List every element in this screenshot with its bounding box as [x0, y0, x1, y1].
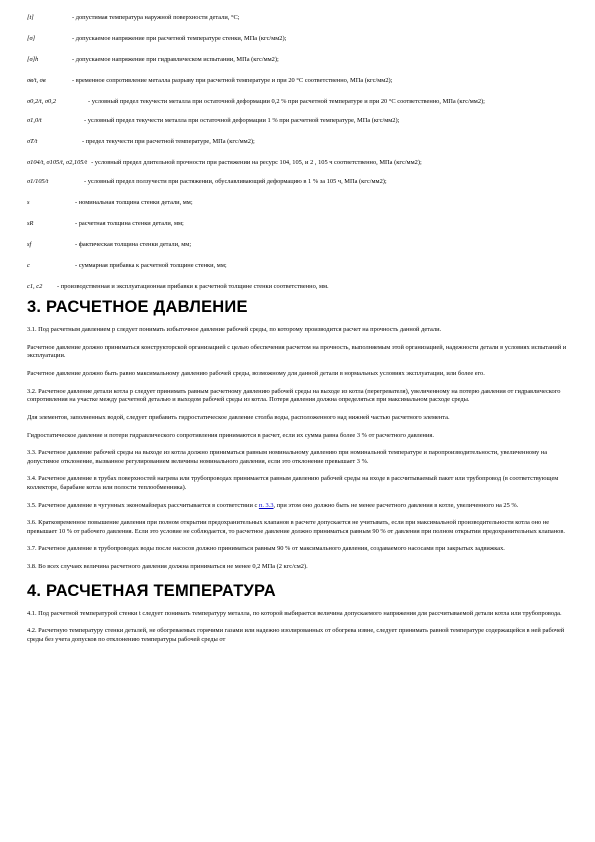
- definition-symbol: [σ]: [27, 35, 36, 42]
- definition-text: - номинальная толщина стенки детали, мм;: [75, 199, 193, 206]
- definition-text: - условный предел текучести металла при остаточной деформации 0,2 % при расчетной температуре и при 20 °С соответственно, МПа (кгс/мм2);: [88, 98, 485, 105]
- definition-text: - допускаемое напряжение при гидравлическом испытании, МПа (кгс/мм2);: [72, 56, 279, 63]
- definition-item: [27, 14, 572, 22]
- definition-item: [27, 56, 572, 64]
- definition-symbol: sR: [27, 220, 34, 227]
- definition-text: - предел текучести при расчетной температуре, МПа (кгс/мм2);: [82, 138, 255, 145]
- paragraph: Для элементов, заполненных водой, следует прибавить гидростатическое давление столба воды, расположенного над нижней частью расчетного элемента.: [27, 413, 450, 421]
- definition-text: - допускаемое напряжение при расчетной температуре стенки, МПа (кгс/мм2);: [72, 35, 287, 42]
- paragraph: 3.2. Расчетное давление детали котла p следует принимать равным расчетному давлению рабочей среды на выходе из котла (перегревателя), увеличенному на потерю давления от гидравлического сопротивления на участке между расчетной деталью и выходом рабочей среды из котла. Потеря давления должна определяться при максимальном расходе среды.: [27, 387, 561, 403]
- paragraph: 3.6. Кратковременное повышение давления при полном открытии предохранительных клапанов в расчете допускается не учитывать, если при максимальной производительности котла оно не превышает 10 % от рабочего давления. Если это условие не соблюдается, то расчетное давление должно приниматься равным 90 % от давления при полном открытии предохранительных клапанов.: [27, 519, 565, 535]
- definition-text: - производственная и эксплуатационная прибавки к расчетной толщине стенки соответственно, мм.: [57, 283, 329, 290]
- definition-item: [27, 199, 572, 207]
- section-4-body: [27, 610, 572, 644]
- definition-item: [27, 98, 572, 106]
- definition-item: [27, 262, 572, 270]
- definition-symbol: sf: [27, 241, 32, 248]
- definition-symbol: σT/t: [27, 138, 38, 145]
- paragraph: 3.3. Расчетное давление рабочей среды на выходе из котла должно приниматься равным номинальному давлению при номинальной температуре и паропроизводительности, увеличенному на допустимое отклонение, вызванное регулированием величины номинального давления, если это отклонение превышает 3 %.: [27, 449, 548, 465]
- clause-link[interactable]: п. 3.3: [258, 501, 274, 509]
- definition-text: - расчетная толщина стенки детали, мм;: [75, 220, 184, 227]
- definition-text: - временное сопротивление металла разрыву при расчетной температуре и при 20 °С соответственно, МПа (кгс/мм2);: [72, 77, 393, 84]
- definition-item: [27, 77, 572, 85]
- definition-symbol: c: [27, 262, 30, 269]
- paragraph: 4.2. Расчетную температуру стенки деталей, не обогреваемых горячими газами или надежно изолированных от обогрева извне, следует принимать равной температуре содержащейся в ней рабочей среды без учета допусков по отклонению температуры рабочей среды от: [27, 627, 565, 643]
- definition-symbol: σ0,2/t, σ0,2: [27, 98, 57, 105]
- definition-item: [27, 220, 572, 228]
- definition-item: [27, 178, 572, 186]
- definition-symbol: σ1/105/t: [27, 178, 49, 185]
- definition-item: [27, 138, 572, 146]
- section-4-heading: 4. РАСЧЕТНАЯ ТЕМПЕРАТУРА: [27, 581, 276, 600]
- definition-symbol: s: [27, 199, 30, 206]
- definition-text: - фактическая толщина стенки детали, мм;: [75, 241, 192, 248]
- paragraph: 3.7. Расчетное давление в трубопроводах воды после насосов должно приниматься равным 90 % от максимального давления, создаваемого насосами при закрытых задвижках.: [27, 545, 505, 553]
- paragraph: [27, 502, 572, 510]
- section-3-body: [27, 326, 572, 572]
- definition-symbol: [t]: [27, 14, 34, 21]
- definition-symbol: σ1,0/t: [27, 117, 42, 124]
- definition-symbol: c1, c2: [27, 283, 43, 290]
- definition-text: - условный предел текучести металла при остаточной деформации 1 % при расчетной температуре, МПа (кгс/мм2);: [84, 117, 400, 124]
- paragraph: Расчетное давление должно быть равно максимальному давлению рабочей среды, возможному для данной детали в нормальных условиях эксплуатации, или более его.: [27, 369, 485, 377]
- paragraph: 3.8. Во всех случаях величина расчетного давления должна приниматься не менее 0,2 МПа (2 кгс/см2).: [27, 563, 308, 571]
- definition-item: [27, 159, 572, 167]
- definition-item: [27, 241, 572, 249]
- definition-symbol: [σ]h: [27, 56, 39, 63]
- definition-item: [27, 283, 572, 291]
- section-3-heading: 3. РАСЧЕТНОЕ ДАВЛЕНИЕ: [27, 298, 248, 316]
- paragraph-text: 3.5. Расчетное давление в чугунных экономайзерах рассчитывается в соответствии с: [27, 501, 259, 509]
- definition-text: - суммарная прибавка к расчетной толщине стенки, мм;: [75, 262, 227, 269]
- paragraph: Гидростатическое давление и потери гидравлического сопротивления принимаются в расчет, если их сумма равна более 3 % от расчетного давления.: [27, 431, 434, 439]
- paragraph: 3.1. Под расчетным давлением p следует понимать избыточное давление рабочей среды, по которому производится расчет на прочность данной детали.: [27, 326, 442, 333]
- definitions-list: [27, 14, 572, 291]
- definition-text: - допустимая температура наружной поверхности детали, °С;: [72, 14, 240, 21]
- document-page: [27, 14, 572, 644]
- definition-item: [27, 35, 572, 43]
- paragraph: 4.1. Под расчетной температурой стенки t следует понимать температуру металла, по которой выбирается величина допускаемого напряжения для рассчитываемой детали котла или трубопровода.: [27, 609, 562, 617]
- definition-text: - условный предел ползучести при растяжении, обуславливающий деформацию в 1 % за 105 ч, МПа (кгс/мм2);: [84, 178, 387, 185]
- paragraph: Расчетное давление должно приниматься конструкторской организацией с целью обеспечения расчетом на прочность, выполняемым этой организацией, надежности детали в условиях испытаний и эксплуатации.: [27, 343, 567, 360]
- definition-symbol: σ104/t, σ105/t, σ2,105/t: [27, 159, 88, 166]
- definition-text: - условный предел длительной прочности при растяжении на ресурс 104, 105, и 2 , 105 ч соответственно, МПа (кгс/мм2);: [91, 159, 422, 166]
- paragraph: 3.4. Расчетное давление в трубах поверхностей нагрева или трубопроводах принимается равным давлению рабочей среды на входе в рассчитываемый пакет или трубопровод (в соответствующем коллекторе, барабане котла или полости теплообменника).: [27, 475, 559, 491]
- definition-symbol: σв/t, σв: [27, 77, 46, 84]
- definition-item: [27, 117, 572, 125]
- paragraph-text: , при этом оно должно быть не менее расчетного давления в котле, увеличенного на 25 %.: [273, 501, 519, 509]
